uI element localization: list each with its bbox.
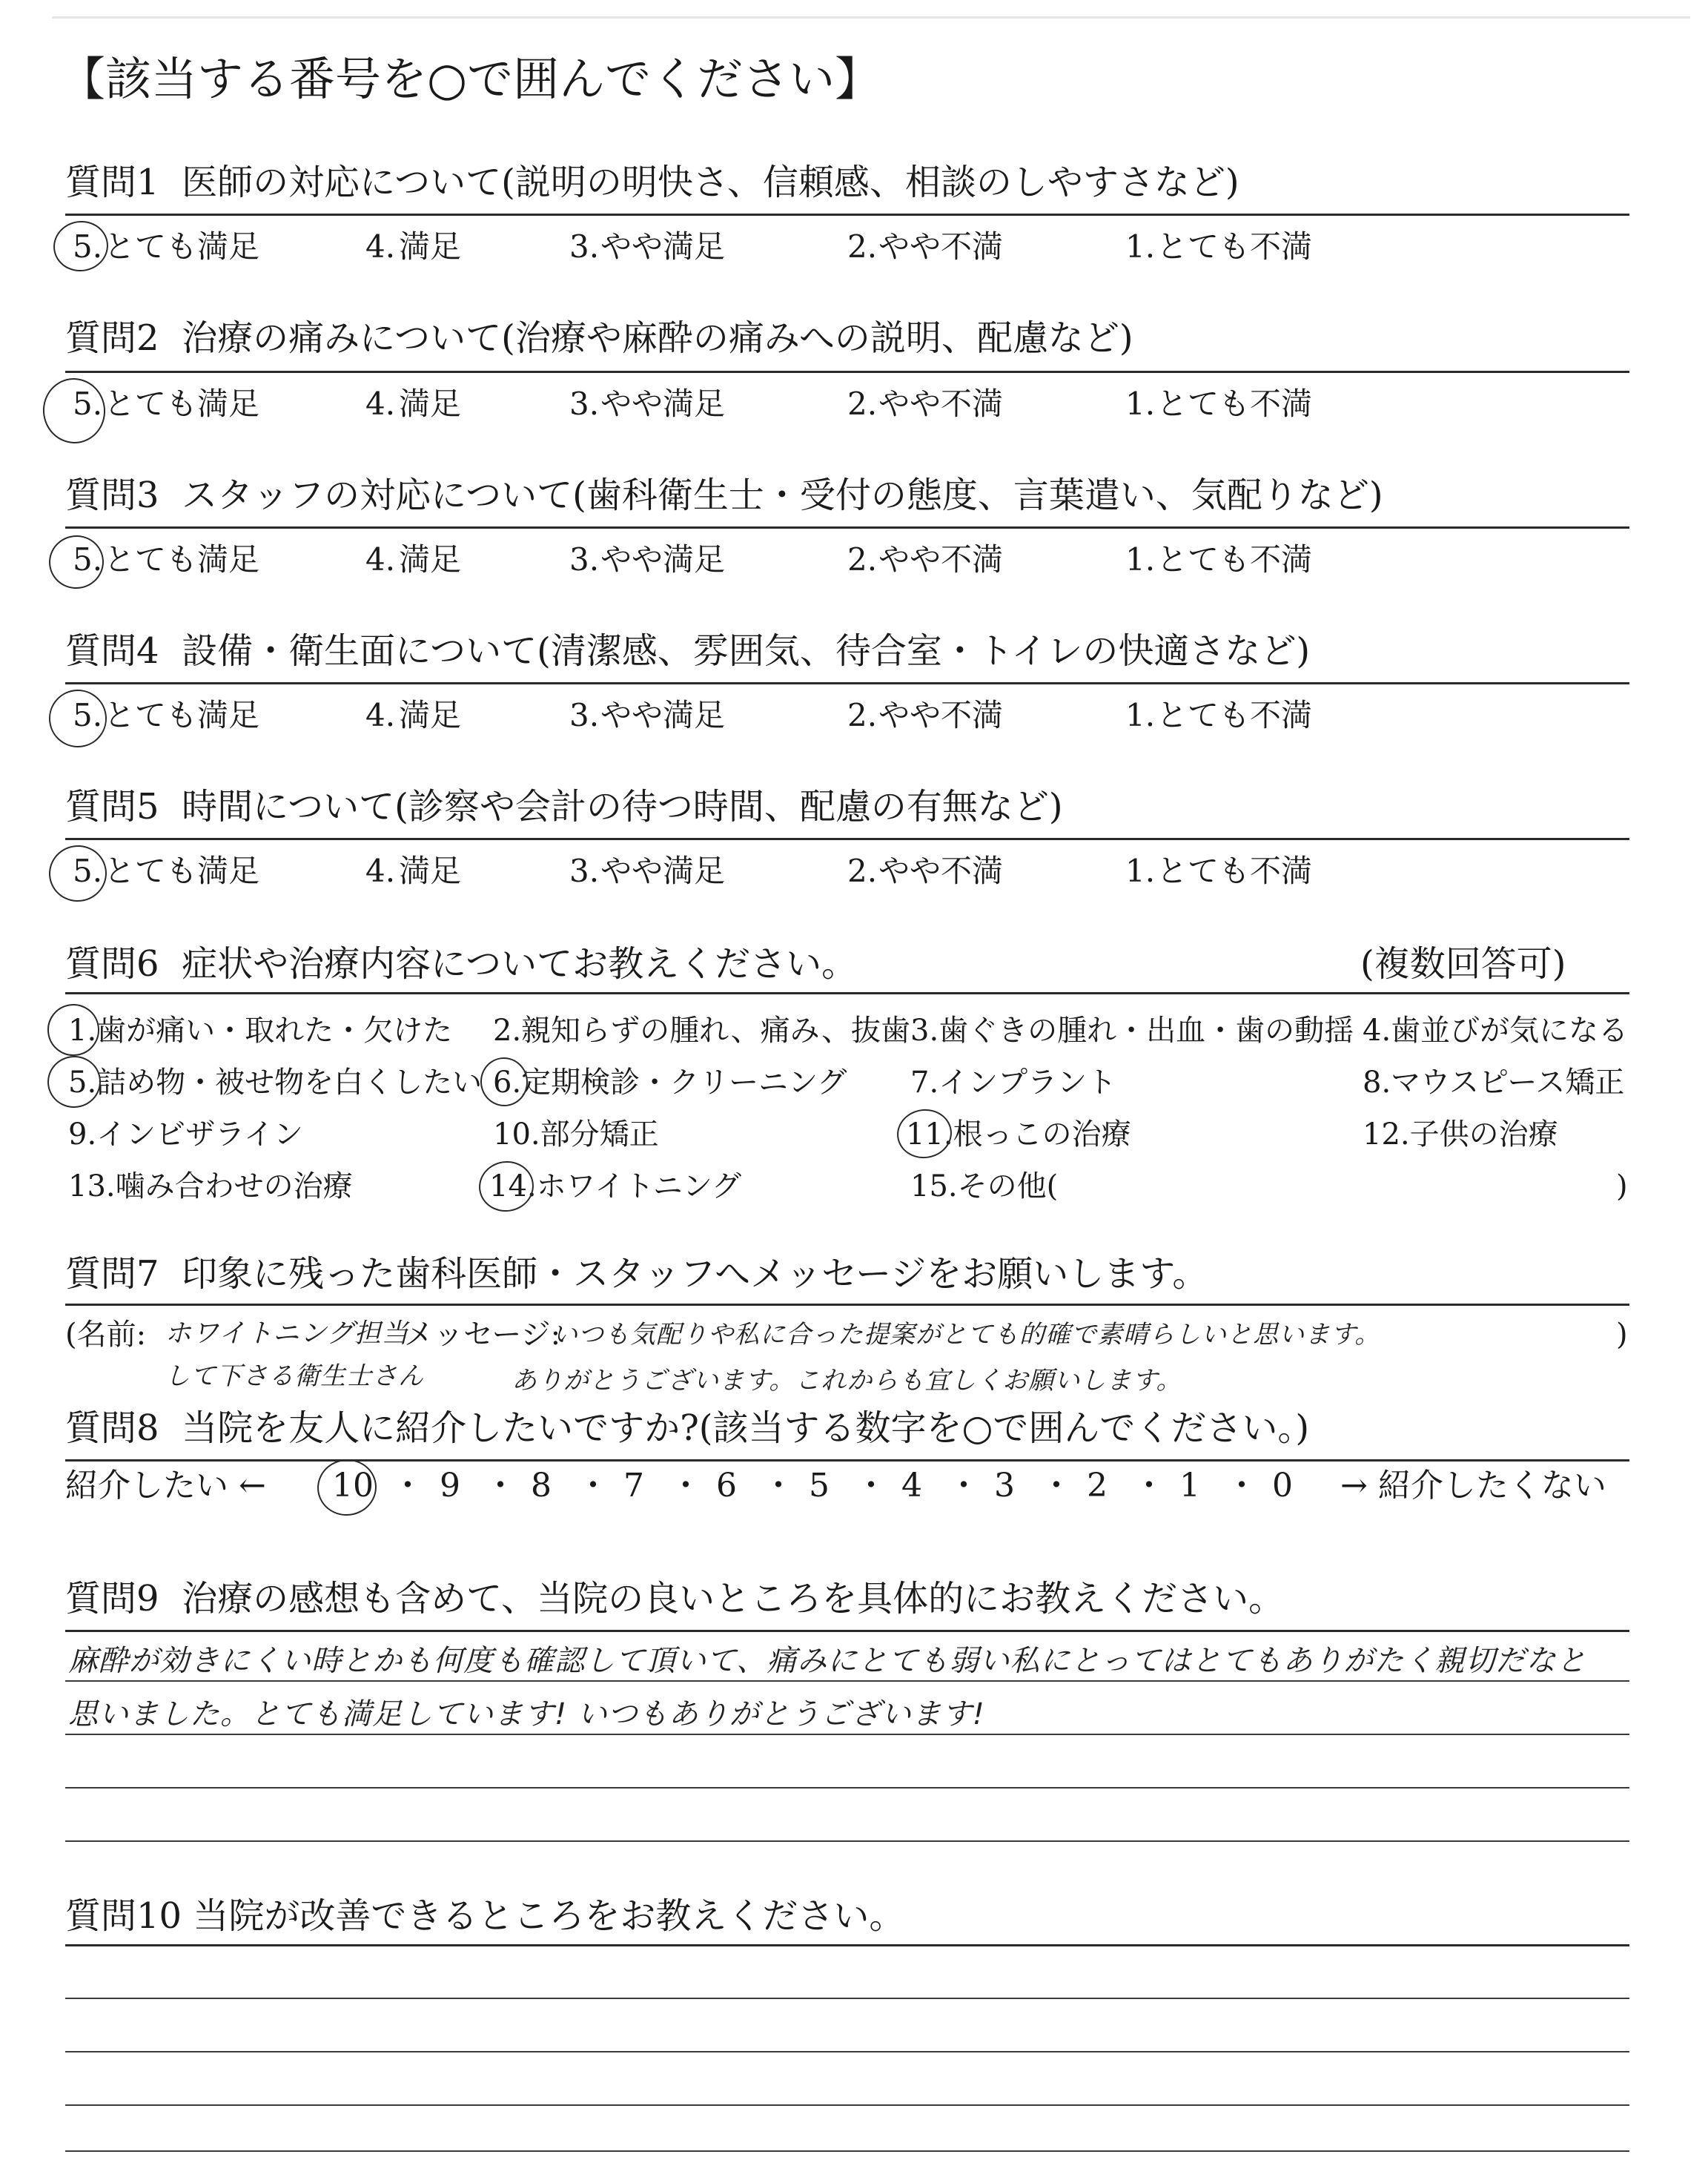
option-num-2[interactable]: 2. [847, 541, 878, 578]
option-label-3: やや満足 [600, 386, 726, 422]
other-close-paren: ) [1616, 1169, 1628, 1203]
option-num-2[interactable]: 2. [847, 386, 878, 422]
scale-4[interactable]: 4 [901, 1467, 922, 1505]
question-label: 質問2 [65, 317, 159, 359]
scale-7[interactable]: 7 [623, 1467, 644, 1505]
answer-line [65, 2051, 1629, 2052]
question-3 [65, 475, 1383, 518]
option-label-2: やや不満 [878, 697, 1004, 733]
scale-dot: ・ [1133, 1467, 1165, 1505]
option-num-5[interactable]: 5. [73, 228, 103, 265]
symptom-option-10[interactable]: 10.部分矯正 [493, 1117, 659, 1152]
name-label: (名前: [65, 1318, 147, 1352]
scale-dot: ・ [1040, 1467, 1073, 1505]
selection-circle [894, 1106, 955, 1162]
option-label-5: とても満足 [104, 697, 260, 733]
option-label-2: やや不満 [878, 541, 1004, 578]
option-label-2: やや不満 [878, 228, 1004, 265]
option-label-3: やや満足 [600, 853, 726, 889]
question-8 [65, 1407, 1309, 1450]
scale-dot: ・ [855, 1467, 887, 1505]
symptom-option-5[interactable]: 5.詰め物・被せ物を白くしたい [68, 1066, 483, 1100]
divider [65, 682, 1629, 684]
name-handwritten-2: して下さる衛生士さん [165, 1361, 424, 1391]
option-num-3[interactable]: 3. [569, 853, 600, 889]
message-close-paren: ) [1616, 1318, 1628, 1352]
message-label: メッセージ: [404, 1318, 561, 1352]
symptom-option-15[interactable]: 15.その他( [910, 1169, 1059, 1203]
selection-circle [44, 1000, 102, 1059]
question-10 [65, 1895, 904, 1938]
answer-handwritten-1: 麻酔が効きにくい時とかも何度も確認して頂いて、痛みにとても弱い私にとってはとてもありがたく親切だなと [68, 1644, 1587, 1678]
question-text: 時間について(診察や会計の待つ時間、配慮の有無など) [182, 786, 1063, 828]
option-num-2[interactable]: 2. [847, 853, 878, 889]
answer-line [65, 1840, 1629, 1842]
scale-6[interactable]: 6 [716, 1467, 737, 1505]
question-text: 設備・衛生面について(清潔感、雰囲気、待合室・トイレの快適さなど) [182, 630, 1311, 672]
option-num-1[interactable]: 1. [1125, 697, 1156, 733]
question-label: 質問7 [65, 1253, 159, 1295]
question-label: 質問9 [65, 1578, 159, 1619]
answer-line [65, 1998, 1629, 1999]
option-label-4: 満足 [399, 697, 462, 733]
question-6 [65, 943, 857, 986]
option-num-5[interactable]: 5. [73, 541, 103, 578]
selection-circle [314, 1456, 380, 1519]
divider [65, 1944, 1629, 1946]
divider [65, 838, 1629, 840]
option-num-4[interactable]: 4. [365, 541, 396, 578]
option-label-1: とても不満 [1156, 853, 1313, 889]
answer-line [65, 1787, 1629, 1789]
multi-answer-note: (複数回答可) [1360, 943, 1566, 985]
option-label-1: とても不満 [1156, 386, 1313, 422]
name-handwritten-1: ホワイトニング担当 [165, 1318, 409, 1349]
option-label-1: とても不満 [1156, 541, 1313, 578]
scale-dot: ・ [484, 1467, 517, 1505]
scale-dot: ・ [669, 1467, 702, 1505]
selection-circle [50, 217, 112, 275]
question-7 [65, 1253, 1208, 1296]
symptom-option-3[interactable]: 3.歯ぐきの腫れ・出血・歯の動揺 [910, 1014, 1354, 1048]
scale-dot: ・ [391, 1467, 424, 1505]
option-label-5: とても満足 [104, 853, 260, 889]
scale-10[interactable]: 10 [332, 1467, 374, 1505]
question-4 [65, 630, 1310, 673]
question-label: 質問4 [65, 630, 159, 672]
question-text: スタッフの対応について(歯科衛生士・受付の態度、言葉遣い、気配りなど) [182, 475, 1383, 516]
scale-2[interactable]: 2 [1087, 1467, 1108, 1505]
option-label-4: 満足 [399, 228, 462, 265]
question-text: 印象に残った歯科医師・スタッフへメッセージをお願いします。 [182, 1253, 1208, 1295]
symptom-option-4[interactable]: 4.歯並びが気になる [1363, 1014, 1629, 1048]
page-title: 【該当する番号を○で囲んでください】 [59, 52, 881, 106]
answer-line [65, 1734, 1629, 1735]
question-label: 質問8 [65, 1407, 159, 1449]
option-num-5[interactable]: 5. [73, 853, 103, 889]
divider [65, 526, 1629, 529]
question-5 [65, 786, 1063, 829]
option-num-1[interactable]: 1. [1125, 853, 1156, 889]
answer-handwritten-2: 思いました。とても満足しています! いつもありがとうございます! [68, 1697, 985, 1731]
message-handwritten-2: ありがとうございます。これからも宜しくお願いします。 [512, 1366, 1182, 1396]
selection-circle [44, 1052, 104, 1111]
question-2 [65, 317, 1133, 360]
option-num-4[interactable]: 4. [365, 386, 396, 422]
selection-circle [45, 686, 110, 751]
question-label: 質問1 [65, 162, 159, 203]
option-label-1: とても不満 [1156, 228, 1313, 265]
option-num-1[interactable]: 1. [1125, 386, 1156, 422]
symptom-option-14[interactable]: 14.ホワイトニング [489, 1169, 742, 1203]
symptom-option-9[interactable]: 9.インビザライン [68, 1117, 303, 1152]
option-label-1: とても不満 [1156, 697, 1313, 733]
question-label: 質問3 [65, 475, 159, 516]
question-text: 治療の感想も含めて、当院の良いところを具体的にお教えください。 [182, 1578, 1285, 1619]
divider [65, 371, 1629, 373]
option-num-2[interactable]: 2. [847, 697, 878, 733]
option-label-4: 満足 [399, 541, 462, 578]
divider [65, 992, 1629, 994]
option-num-3[interactable]: 3. [569, 541, 600, 578]
question-text: 症状や治療内容についてお教えください。 [182, 943, 858, 985]
symptom-option-8[interactable]: 8.マウスピース矯正 [1363, 1066, 1625, 1100]
option-num-5[interactable]: 5. [73, 386, 103, 422]
question-label: 質問10 [65, 1895, 182, 1937]
scale-3[interactable]: 3 [994, 1467, 1015, 1505]
question-text: 医師の対応について(説明の明快さ、信頼感、相談のしやすさなど) [182, 162, 1239, 203]
scale-0[interactable]: 0 [1272, 1467, 1293, 1505]
answer-line [65, 2150, 1629, 2152]
option-num-3[interactable]: 3. [569, 697, 600, 733]
option-label-5: とても満足 [104, 228, 260, 265]
message-handwritten-1: いつも気配りや私に合った提案がとても的確で素晴らしいと思います。 [552, 1320, 1381, 1350]
option-num-2[interactable]: 2. [847, 228, 878, 265]
option-label-3: やや満足 [600, 697, 726, 733]
option-num-4[interactable]: 4. [365, 697, 396, 733]
option-num-3[interactable]: 3. [569, 228, 600, 265]
option-label-3: やや満足 [600, 541, 726, 578]
scale-9[interactable]: 9 [440, 1467, 460, 1505]
option-num-4[interactable]: 4. [365, 228, 396, 265]
scale-dot: ・ [947, 1467, 980, 1505]
option-num-1[interactable]: 1. [1125, 228, 1156, 265]
answer-line [65, 1680, 1629, 1682]
option-label-2: やや不満 [878, 853, 1004, 889]
divider [65, 214, 1629, 216]
scale-dot: ・ [577, 1467, 609, 1505]
option-num-5[interactable]: 5. [73, 697, 103, 733]
option-label-2: やや不満 [878, 386, 1004, 422]
option-label-4: 満足 [399, 853, 462, 889]
question-label: 質問6 [65, 943, 159, 985]
scale-8[interactable]: 8 [531, 1467, 552, 1505]
divider [65, 1459, 1629, 1462]
scale-left-label: 紹介したい ← [65, 1467, 266, 1505]
symptom-option-13[interactable]: 13.噛み合わせの治療 [68, 1169, 353, 1203]
option-num-1[interactable]: 1. [1125, 541, 1156, 578]
scale-1[interactable]: 1 [1179, 1467, 1200, 1505]
selection-circle [45, 842, 110, 905]
symptom-option-6[interactable]: 6.定期検診・クリーニング [493, 1066, 847, 1100]
scale-dot: ・ [1225, 1467, 1258, 1505]
option-label-4: 満足 [399, 386, 462, 422]
selection-circle [476, 1157, 537, 1215]
question-text: 当院を友人に紹介したいですか?(該当する数字を○で囲んでください。) [182, 1407, 1310, 1449]
symptom-option-7[interactable]: 7.インプラント [910, 1066, 1117, 1100]
symptom-option-1[interactable]: 1.歯が痛い・取れた・欠けた [68, 1014, 453, 1048]
symptom-option-2[interactable]: 2.親知らずの腫れ、痛み、抜歯 [493, 1014, 910, 1048]
selection-circle [477, 1054, 532, 1109]
option-label-3: やや満足 [600, 228, 726, 265]
answer-line [65, 2104, 1629, 2106]
symptom-option-12[interactable]: 12.子供の治療 [1363, 1117, 1558, 1152]
divider [65, 1630, 1629, 1632]
scale-dot: ・ [762, 1467, 795, 1505]
option-label-5: とても満足 [104, 541, 260, 578]
scale-right-label: → 紹介したくない [1340, 1467, 1606, 1505]
option-num-4[interactable]: 4. [365, 853, 396, 889]
question-1 [65, 162, 1239, 205]
option-label-5: とても満足 [104, 386, 260, 422]
scale-5[interactable]: 5 [809, 1467, 830, 1505]
question-label: 質問5 [65, 786, 159, 828]
top-border [52, 16, 1690, 19]
divider [65, 1304, 1629, 1306]
question-9 [65, 1578, 1284, 1621]
question-text: 治療の痛みについて(治療や麻酔の痛みへの説明、配慮など) [182, 317, 1133, 359]
question-text: 当院が改善できるところをお教えください。 [193, 1895, 905, 1937]
option-num-3[interactable]: 3. [569, 386, 600, 422]
symptom-option-11[interactable]: 11.根っこの治療 [906, 1117, 1131, 1152]
